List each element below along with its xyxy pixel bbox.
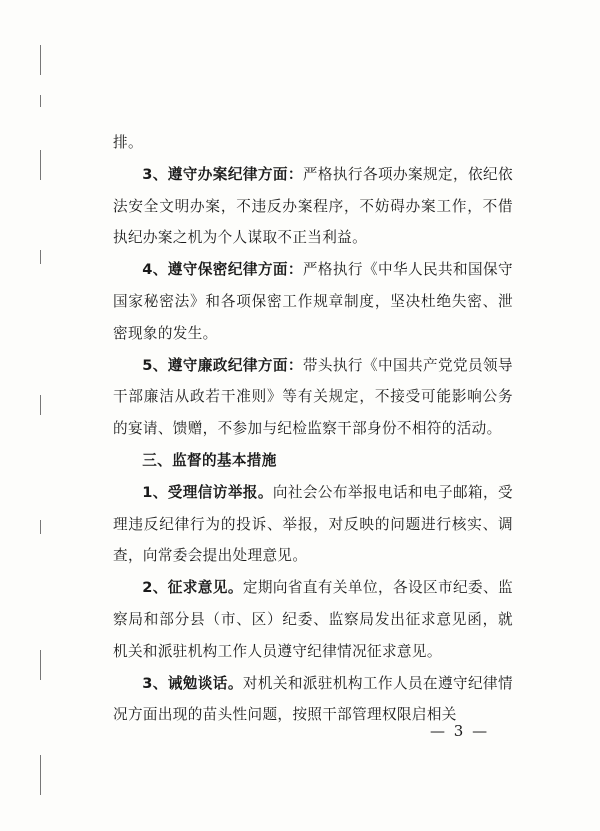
binding-mark	[40, 150, 41, 180]
binding-mark	[40, 520, 41, 534]
document-body	[113, 127, 513, 731]
paragraph-solicit-opinions	[113, 572, 513, 667]
paragraph-text: 严格执行各项办案规定，依纪依法安全文明办案，不违反办案程序，不妨碍办案工作，不借执纪办案之机为个人谋取不正当利益。	[113, 165, 513, 247]
paragraph-lead: 1、受理信访举报。	[142, 483, 273, 501]
paragraph-lead: 3、遵守办案纪律方面：	[142, 165, 303, 183]
binding-mark	[40, 395, 41, 415]
paragraph-lead: 2、征求意见。	[142, 579, 243, 597]
paragraph-integrity-discipline	[113, 350, 513, 445]
section-heading: 三、监督的基本措施	[142, 451, 277, 469]
paragraph-continuation	[113, 127, 513, 159]
paragraph-text: 排。	[113, 134, 143, 151]
binding-mark	[40, 755, 41, 795]
paragraph-text: 带头执行《中国共产党党员领导干部廉洁从政若干准则》等有关规定，不接受可能影响公务的宴请、馈赠，不参加与纪检监察干部身份不相符的活动。	[113, 356, 513, 438]
binding-mark	[40, 650, 41, 680]
paragraph-secrecy-discipline	[113, 254, 513, 349]
page-number: — 3 —	[430, 722, 490, 740]
binding-mark	[40, 250, 41, 264]
paragraph-text: 定期向省直有关单位，各设区市纪委、监察局和部分县（市、区）纪委、监察局发出征求意见函，就机关和派驻机构工作人员遵守纪律情况征求意见。	[113, 579, 513, 660]
paragraph-text: 向社会公布举报电话和电子邮箱，受理违反纪律行为的投诉、举报，对反映的问题进行核实、调查，向常委会提出处理意见。	[113, 483, 513, 565]
paragraph-lead: 3、诫勉谈话。	[142, 674, 243, 692]
binding-mark	[40, 45, 41, 75]
paragraph-lead: 5、遵守廉政纪律方面：	[142, 356, 303, 374]
paragraph-petitions	[113, 477, 513, 572]
paragraph-text: 严格执行《中华人民共和国保守国家秘密法》和各项保密工作规章制度，坚决杜绝失密、泄密现象的发生。	[113, 261, 513, 342]
paragraph-text: 对机关和派驻机构工作人员在遵守纪律情况方面出现的苗头性问题，按照干部管理权限启相关	[113, 674, 513, 724]
paragraph-case-discipline	[113, 159, 513, 254]
paragraph-lead: 4、遵守保密纪律方面：	[142, 261, 303, 279]
binding-mark	[40, 95, 41, 107]
